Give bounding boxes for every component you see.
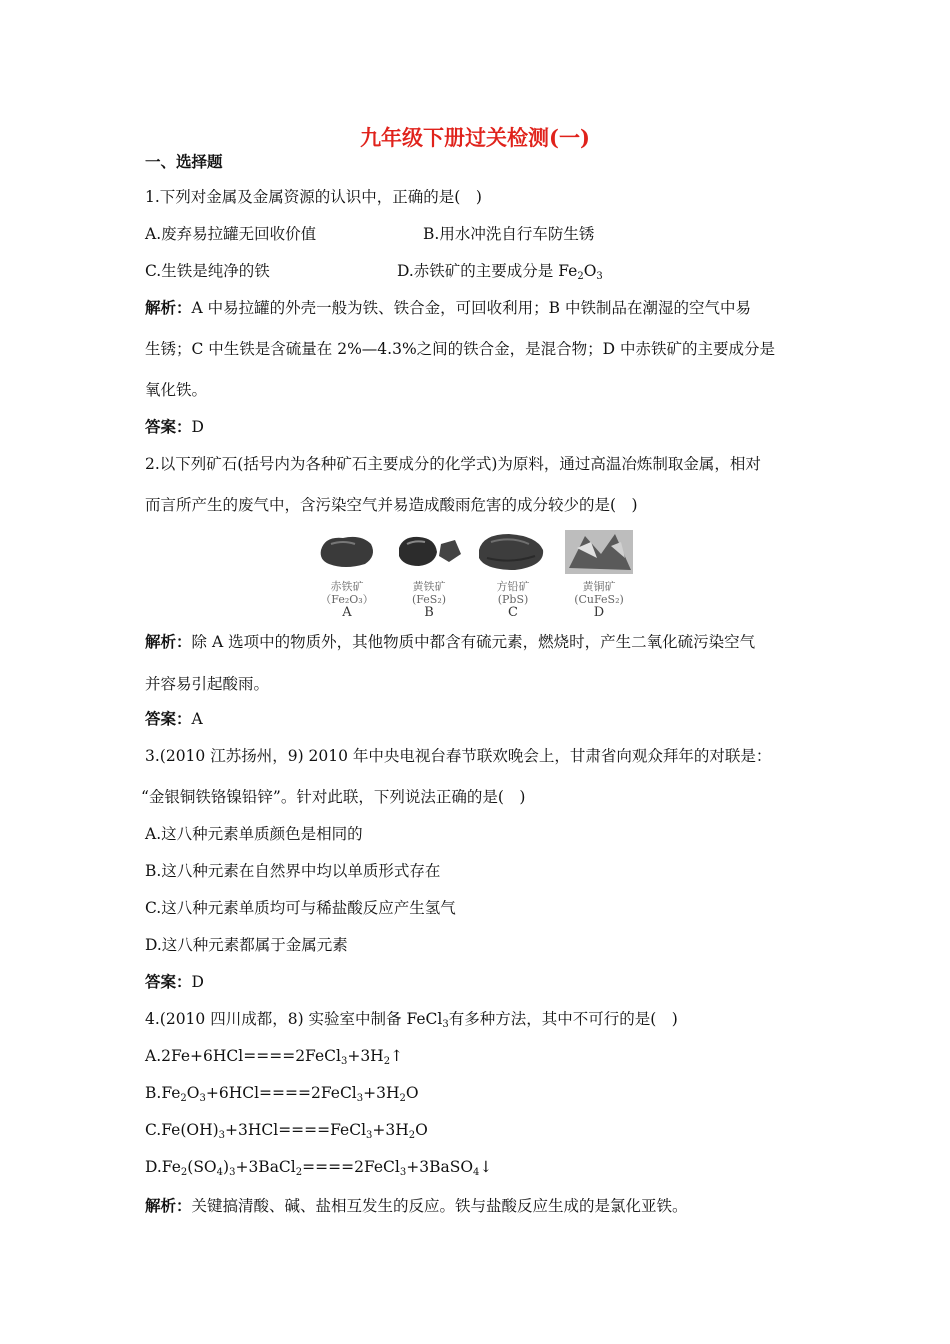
ore-images bbox=[315, 528, 645, 580]
q1-option-b: B.用水冲洗自行车防生锈 bbox=[423, 225, 595, 243]
hematite-image bbox=[321, 537, 373, 567]
q4-stem: 4.(2010 四川成都，8) 实验室中制备 FeCl$_3$有多种方法，其中不可行的是( ) bbox=[145, 1010, 678, 1030]
q3-option-d: D.这八种元素都属于金属元素 bbox=[145, 936, 348, 954]
q3-answer: 答案：D bbox=[145, 972, 204, 991]
chalcopyrite-image bbox=[565, 530, 633, 574]
q1-stem: 1.下列对金属及金属资源的认识中，正确的是( ) bbox=[145, 188, 482, 206]
q1-analysis: 解析：A 中易拉罐的外壳一般为铁、铁合金，可回收利用；B 中铁制品在潮湿的空气中易 bbox=[145, 298, 751, 317]
q4-option-d: $D.Fe_2(SO_4)_3+3BaCl_2====2FeCl_3+3BaSO_4↓$ bbox=[145, 1158, 493, 1178]
q4-option-a: $A.2Fe+6HCl====2FeCl_3+3H_2↑$ bbox=[145, 1047, 404, 1067]
q3-option-c: C.这八种元素单质均可与稀盐酸反应产生氢气 bbox=[145, 899, 456, 917]
q1-answer: 答案：D bbox=[145, 417, 204, 436]
q2-stem: 2.以下列矿石(括号内为各种矿石主要成分的化学式)为原料，通过高温冶炼制取金属，相对 bbox=[145, 455, 761, 473]
ore-a: 赤铁矿 （Fe₂O₃） A bbox=[320, 580, 374, 620]
q3-stem-line2: “金银铜铁铬镍铅锌”。针对此联，下列说法正确的是( ) bbox=[141, 788, 526, 806]
ore-c: 方铅矿 (PbS) C bbox=[496, 580, 530, 620]
q1-analysis-line2: 生锈；C 中生铁是含硫量在 2%—4.3%之间的铁合金，是混合物；D 中赤铁矿的主要成分是 bbox=[145, 340, 776, 358]
q3-option-b: B.这八种元素在自然界中均以单质形式存在 bbox=[145, 862, 441, 880]
q3-option-a: A.这八种元素单质颜色是相同的 bbox=[145, 825, 363, 843]
page-title: 九年级下册过关检测(一) bbox=[360, 125, 590, 150]
pyrite-image bbox=[399, 537, 461, 566]
q2-stem-line2: 而言所产生的废气中，含污染空气并易造成酸雨危害的成分较少的是( ) bbox=[145, 496, 638, 514]
section-heading: 一、选择题 bbox=[145, 152, 223, 171]
q2-answer: 答案：A bbox=[145, 709, 203, 728]
q4-option-c: $C.Fe(OH)_3+3HCl====FeCl_3+3H_2O$ bbox=[145, 1121, 428, 1141]
q1-analysis-line3: 氧化铁。 bbox=[145, 381, 208, 399]
ore-b: 黄铁矿 (FeS₂) B bbox=[411, 580, 447, 620]
q2-analysis-line2: 并容易引起酸雨。 bbox=[145, 675, 270, 693]
q3-stem: 3.(2010 江苏扬州，9) 2010 年中央电视台春节联欢晚会上，甘肃省向观众拜年的对联是： bbox=[145, 747, 772, 765]
q1-option-d: D.赤铁矿的主要成分是 $Fe_2O_3$ bbox=[397, 262, 603, 282]
q4-option-b: $B.Fe_2O_3+6HCl====2FeCl_3+3H_2O$ bbox=[145, 1084, 419, 1104]
ore-figure bbox=[315, 528, 645, 628]
q1-option-a: A.废弃易拉罐无回收价值 bbox=[145, 225, 317, 243]
galena-image bbox=[479, 534, 543, 570]
q1-option-c: C.生铁是纯净的铁 bbox=[145, 262, 270, 280]
ore-d: 黄铜矿 (CuFeS₂) D bbox=[574, 580, 624, 620]
q2-analysis: 解析：除 A 选项中的物质外，其他物质中都含有硫元素，燃烧时，产生二氧化硫污染空气 bbox=[145, 632, 756, 651]
q4-analysis: 解析：关键搞清酸、碱、盐相互发生的反应。铁与盐酸反应生成的是氯化亚铁。 bbox=[145, 1196, 688, 1215]
